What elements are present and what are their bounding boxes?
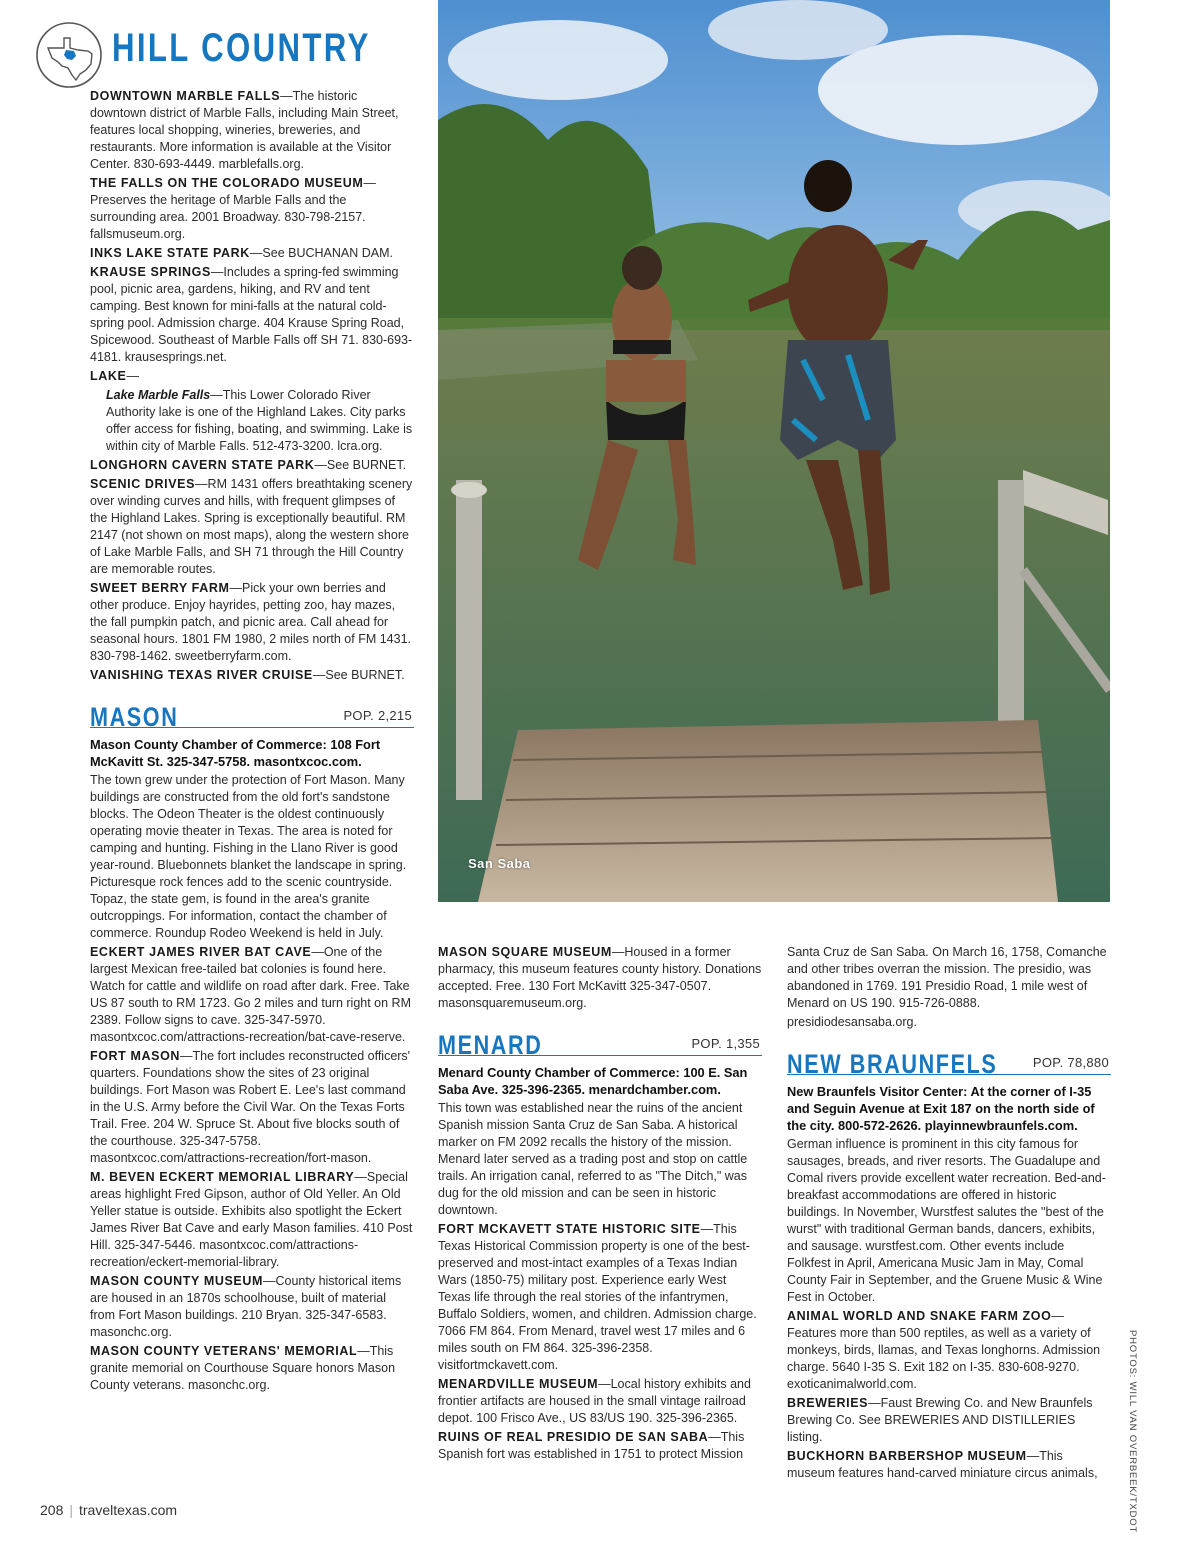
listing-subentry — [90, 387, 414, 455]
listing-text: —See BUCHANAN DAM. — [249, 246, 394, 260]
listing-name: INKS LAKE STATE PARK — [90, 246, 250, 260]
page-footer — [40, 1502, 177, 1518]
listing-text: —Pick your own berries and other produce. Enjoy hayrides, petting zoo, hay mazes, the fall pumpkin patch, and picnic area. Call ahead for seasonal hours. 1801 FM 1980, 2 miles north of FM 1431. 830-798-1462. sweetberryfarm.com. — [90, 581, 412, 663]
listing-entry — [787, 1448, 1111, 1482]
listing-text: —One of the largest Mexican free-tailed bat colonies is found here. Watch for cattle and wildlife on road after dark. Free. Take US 87 south to RM 1723. Go 2 miles and turn right on RM 2389. Follow signs to cave. 325-347-5970. masontxcoc.com/attractions-recreation/bat-cave-reserve. — [90, 945, 411, 1044]
listing-text: —See BURNET. — [314, 458, 407, 472]
listing-name: FORT MASON — [90, 1049, 181, 1063]
section-title: HILL COUNTRY — [112, 26, 371, 70]
listing-entry — [90, 667, 414, 684]
chamber-text: 100 E. San Saba Ave. 325-396-2365. menardchamber.com. — [438, 1065, 748, 1097]
listing-subname: Lake Marble Falls — [106, 388, 211, 402]
page-number: 208 — [40, 1502, 64, 1518]
listing-name: BREWERIES — [787, 1396, 869, 1410]
listing-entry — [90, 175, 414, 243]
listing-name: MENARDVILLE MUSEUM — [438, 1377, 599, 1391]
footer-separator: | — [69, 1502, 73, 1518]
listing-name: RUINS OF REAL PRESIDIO DE SAN SABA — [438, 1430, 709, 1444]
photo-caption: San Saba — [468, 856, 531, 871]
listing-name: SCENIC DRIVES — [90, 477, 196, 491]
chamber-name: New Braunfels Visitor Center: — [787, 1084, 968, 1099]
photo-credit: PHOTOS: WILL VAN OVERBEEK/TXDOT — [1127, 1330, 1138, 1534]
listing-entry — [90, 368, 414, 385]
city-name: MASON — [90, 702, 179, 732]
listing-text: —Housed in a former pharmacy, this museum features county history. Donations accepted. Free. 130 Fort McKavitt 325-347-0507. masonsquaremuseum.org. — [438, 945, 762, 1010]
chamber-name: Menard County Chamber of Commerce: — [438, 1065, 680, 1080]
listing-name: M. BEVEN ECKERT MEMORIAL LIBRARY — [90, 1170, 355, 1184]
city-description: This town was established near the ruins of the ancient Spanish mission Santa Cruz de San Saba. A historical marker on FM 2092 recalls the history of the mission. Menard later served as a trading post and stop on cattle trails. An irrigation canal, referred to as "The Ditch," was dug for the old mission and can be seen in historic downtown. — [438, 1101, 748, 1217]
city-description: German influence is prominent in this city famous for sausages, breads, and river resorts. The Guadalupe and Comal rivers provide excellent water recreation. Bed-and-breakfast accommodations are offered in historic buildings. In November, Wurstfest salutes the "best of the wurst" with traditional German bands, dancers, exhibits, and sausage. wurstfest.com. Other events include Folkfest in April, Americana Music Jam in May, Comal County Fair in September, and the Gruene Music & Wine Fest in October. — [787, 1137, 1106, 1304]
chamber-info — [787, 1083, 1111, 1134]
listing-name: ANIMAL WORLD AND SNAKE FARM ZOO — [787, 1309, 1052, 1323]
city-header-new-braunfels — [787, 1045, 1111, 1079]
city-population: POP. 2,215 — [343, 708, 412, 723]
listing-entry — [90, 88, 414, 173]
listing-entry — [90, 944, 414, 1046]
listing-text: —Special areas highlight Fred Gipson, author of Old Yeller. An Old Yeller statue is outside. Exhibits also spotlight the Eckert James River Bat Cave and early Mason families. 410 Post Hill. 325-347-5446. masontxcoc.com/attractions-recreation/eckert-memorial-library. — [90, 1170, 413, 1269]
city-name: NEW BRAUNFELS — [787, 1049, 998, 1079]
listing-subtext: —This Lower Colorado River Authority lake is one of the Highland Lakes. City parks offer access for fishing, boating, and swimming. Lake is within city of Marble Falls. 512-473-3200. lcra.org. — [106, 388, 413, 453]
listing-name: ECKERT JAMES RIVER BAT CAVE — [90, 945, 312, 959]
listing-name: MASON SQUARE MUSEUM — [438, 945, 612, 959]
listing-text: —Features more than 500 reptiles, as well as a variety of monkeys, birds, llamas, and Texas longhorns. Admission charge. 5640 I-35 S. Exit 182 on I-35. 830-608-9270. exoticanimalworld.com. — [787, 1309, 1101, 1391]
listing-entry — [438, 944, 762, 1012]
listing-entry — [90, 476, 414, 578]
feature-photo — [438, 0, 1110, 902]
listing-name: LONGHORN CAVERN STATE PARK — [90, 458, 315, 472]
listing-entry — [787, 1308, 1111, 1393]
chamber-text: 108 Fort McKavitt St. 325-347-5758. masontxcoc.com. — [90, 737, 381, 769]
listing-text: —The historic downtown district of Marble Falls, including Main Street, features local shopping, wineries, breweries, and restaurants. More information is available at the Visitor Center. 830-693-4449. marblefalls.org. — [90, 89, 399, 171]
listing-entry — [90, 245, 414, 262]
listing-entry — [90, 580, 414, 665]
city-population: POP. 1,355 — [691, 1036, 760, 1051]
listing-text: —This Texas Historical Commission property is one of the best-preserved and most-intact examples of a Texas Indian Wars (1850-75) military post. Experience early West Texas life through the real stories of the infantrymen, Buffalo Soldiers, women, and children. Admission charge. 7066 FM 864. From Menard, travel west 17 miles and 6 miles south on FM 864. 325-396-2358. visitfortmckavett.com. — [438, 1222, 757, 1372]
listing-entry — [90, 1343, 414, 1394]
listing-entry — [90, 1169, 414, 1271]
listing-text: —The fort includes reconstructed officers' quarters. Foundations show the sites of 23 original buildings. Fort Mason was Robert E. Lee's last command in the U.S. Army before the Civil War. On the Texas Forts Trail. Free. 204 W. Spruce St. About five blocks south of the courthouse. 325-347-5758. masontxcoc.com/attractions-recreation/fort-mason. — [90, 1049, 411, 1165]
listing-name: MASON COUNTY MUSEUM — [90, 1274, 263, 1288]
listing-entry — [90, 1048, 414, 1167]
footer-site-link[interactable]: traveltexas.com — [79, 1502, 178, 1518]
chamber-text: At the corner of I-35 and Seguin Avenue at Exit 187 on the north side of the city. 800-572-2626. playinnewbraunfels.com. — [787, 1084, 1095, 1133]
listing-text: —This museum features hand-carved miniature circus animals, — [787, 1449, 1098, 1480]
listing-text: —This granite memorial on Courthouse Square honors Mason County veterans. masonchc.org. — [90, 1344, 396, 1392]
city-name: MENARD — [438, 1030, 543, 1060]
listing-entry — [438, 1376, 762, 1427]
listing-entry — [90, 1273, 414, 1341]
listing-text: — — [126, 369, 139, 383]
city-population: POP. 78,880 — [1032, 1055, 1109, 1070]
listing-continued: Santa Cruz de San Saba. On March 16, 1758, Comanche and other tribes overran the mission. The presidio, was abandoned in 1769. 191 Presidio Road, 1 mile west of Menard on US 190. 915-726-0888. — [787, 945, 1107, 1010]
chamber-info — [438, 1064, 762, 1098]
listing-name: VANISHING TEXAS RIVER CRUISE — [90, 668, 313, 682]
listing-entry — [438, 1221, 762, 1374]
listing-text: —Preserves the heritage of Marble Falls and the surrounding area. 2001 Broadway. 830-798-2157. fallsmuseum.org. — [90, 176, 376, 241]
listing-entry — [438, 1429, 762, 1463]
listing-name: THE FALLS ON THE COLORADO MUSEUM — [90, 176, 364, 190]
middle-column — [438, 944, 762, 1465]
listing-text: —Faust Brewing Co. and New Braunfels Brewing Co. See BREWERIES AND DISTILLERIES listing. — [787, 1396, 1093, 1444]
city-header-menard — [438, 1026, 762, 1060]
listing-text: —See BURNET. — [312, 668, 405, 682]
listing-name: DOWNTOWN MARBLE FALLS — [90, 89, 281, 103]
city-description: The town grew under the protection of Fort Mason. Many buildings are constructed from the old fort's sandstone blocks. The Odeon Theater is the oldest continuously operating movie theater in Texas. The area is noted for camping and hunting. Fishing in the Llano River is good year-round. Bluebonnets blanket the landscape in spring. Picturesque rock fences add to the scenic countryside. Topaz, the state gem, is found in the area's granite outcroppings. For information, contact the chamber of commerce. Roundup Rodeo Weekend is held in July. — [90, 773, 407, 940]
listing-entry — [787, 1395, 1111, 1446]
listing-entry — [90, 264, 414, 366]
listing-text: —This Spanish fort was established in 1751 to protect Mission — [438, 1430, 745, 1461]
listing-name: KRAUSE SPRINGS — [90, 265, 211, 279]
listing-name: FORT MCKAVETT STATE HISTORIC SITE — [438, 1222, 701, 1236]
listing-name: LAKE — [90, 369, 127, 383]
listing-name: SWEET BERRY FARM — [90, 581, 230, 595]
left-column — [90, 88, 414, 1396]
listing-text: —Includes a spring-fed swimming pool, picnic area, gardens, hiking, and RV and tent camping. Best known for mini-falls at the natural cold-spring pool. Admission charge. 404 Krause Spring Road, Spicewood. Southeast of Marble Falls off SH 71. 830-693-4181. krausesprings.net. — [90, 265, 413, 364]
chamber-info — [90, 736, 414, 770]
listing-name: BUCKHORN BARBERSHOP MUSEUM — [787, 1449, 1027, 1463]
listing-text: —Local history exhibits and frontier artifacts are housed in the small vintage railroad depot. 100 Frisco Ave., US 83/US 190. 325-396-2365. — [438, 1377, 751, 1425]
city-header-mason — [90, 698, 414, 732]
listing-name: MASON COUNTY VETERANS' MEMORIAL — [90, 1344, 358, 1358]
listing-link: presidiodesansaba.org. — [787, 1015, 917, 1029]
chamber-name: Mason County Chamber of Commerce: — [90, 737, 327, 752]
listing-text: —County historical items are housed in an 1870s schoolhouse, built of material from Fort Mason buildings. 210 Bryan. 325-347-6583. masonchc.org. — [90, 1274, 402, 1339]
texas-region-logo — [34, 20, 104, 90]
listing-entry — [90, 457, 414, 474]
right-column — [787, 944, 1111, 1484]
listing-text: —RM 1431 offers breathtaking scenery over winding curves and hills, with frequent glimpses of the Highland Lakes. Spring is exceptionally beautiful. RM 2147 (not shown on most maps), along the western shore of Lake Marble Falls, and SH 71 through the Hill Country are memorable routes. — [90, 477, 413, 576]
